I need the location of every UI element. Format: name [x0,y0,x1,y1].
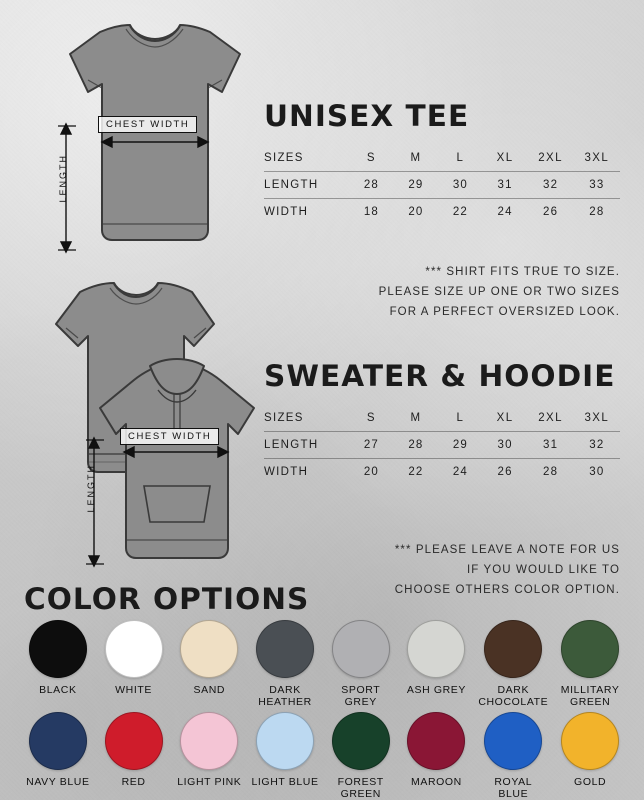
sweater-hoodie-table [264,405,620,485]
swatch-gold[interactable] [556,712,624,800]
swatch-millitary-green[interactable] [556,620,624,708]
row-label: WIDTH [264,206,309,218]
table-header-row [264,145,620,172]
color-options-title: COLOR OPTIONS [24,582,310,616]
column-header: M [410,152,422,164]
unisex-tee-title: UNISEX TEE [264,99,470,133]
column-header: S [366,412,376,424]
table-header-row [264,405,620,432]
cell: 32 [589,439,605,451]
swatch-label: ROYAL BLUE [494,776,533,800]
swatch-forest-green[interactable] [327,712,395,800]
color-request-note [300,540,620,600]
cell: 27 [363,439,380,451]
sweater-hoodie-title: SWEATER & HOODIE [264,359,616,393]
cell: 30 [452,179,469,191]
row-label: LENGTH [264,439,319,451]
hoodie-svg [78,352,268,582]
swatch-label: DARK HEATHER [258,684,312,709]
tee-chest-width-label: CHEST WIDTH [98,116,197,133]
cell: 20 [363,466,380,478]
swatch-navy-blue[interactable] [24,712,92,800]
swatch-label: SAND [193,684,226,696]
tee-note-line-2: PLEASE SIZE UP ONE OR TWO SIZES [378,286,620,299]
swatch-chip[interactable] [256,620,314,678]
column-header: SIZES [264,412,304,424]
unisex-tee-section [264,99,620,225]
table-row [264,172,620,199]
swatch-chip[interactable] [29,712,87,770]
column-header: SIZES [264,152,304,164]
swatch-label: ASH GREY [406,684,466,696]
swatch-chip[interactable] [484,620,542,678]
swatch-label: DARK CHOCOLATE [478,684,549,709]
row-label: WIDTH [264,466,309,478]
color-note-line-1: *** PLEASE LEAVE A NOTE FOR US [394,544,620,556]
swatch-white[interactable] [100,620,168,708]
swatch-chip[interactable] [407,620,465,678]
swatch-label: MILLITARY GREEN [560,684,620,709]
swatch-chip[interactable] [256,712,314,770]
cell: 24 [452,466,469,478]
color-note-line-3: CHOOSE OTHERS COLOR OPTION. [394,584,620,597]
tee-note-line-1: *** SHIRT FITS TRUE TO SIZE. [425,266,620,278]
table-row [264,432,620,459]
color-swatch-grid [24,620,624,800]
cell: 31 [543,439,559,451]
swatch-label: LIGHT PINK [177,776,242,789]
cell: 30 [589,466,605,478]
swatch-label: MAROON [411,776,462,789]
table-row [264,199,620,226]
cell: 30 [497,439,513,451]
swatch-chip[interactable] [105,712,163,770]
swatch-chip[interactable] [180,712,238,770]
tee-note-line-3: FOR A PERFECT OVERSIZED LOOK. [389,306,620,319]
cell: 29 [452,439,469,451]
column-header: S [366,152,376,164]
tee-fit-note [300,262,620,322]
cell: 31 [497,179,513,191]
swatch-chip[interactable] [332,620,390,678]
swatch-sand[interactable] [175,620,243,708]
tee-illustration [22,18,252,258]
cell: 22 [452,206,469,218]
column-header: XL [496,412,514,424]
cell: 18 [363,206,380,218]
swatch-label: WHITE [115,684,152,696]
cell: 28 [589,206,605,218]
cell: 29 [408,179,424,191]
swatch-label: BLACK [39,684,77,696]
cell: 24 [497,206,513,218]
hoodie-chest-width-label: CHEST WIDTH [120,428,219,445]
swatch-label: FOREST GREEN [337,776,384,800]
swatch-black[interactable] [24,620,92,708]
swatch-maroon[interactable] [403,712,471,800]
column-header: L [456,412,465,424]
column-header: XL [496,152,514,164]
color-note-line-2: IF YOU WOULD LIKE TO [466,564,620,577]
swatch-red[interactable] [100,712,168,800]
cell: 22 [408,466,424,478]
cell: 32 [543,179,559,191]
column-header: 2XL [538,152,563,164]
swatch-light-blue[interactable] [251,712,319,800]
swatch-chip[interactable] [29,620,87,678]
sweater-hoodie-section [264,359,620,485]
swatch-chip[interactable] [561,712,619,770]
cell: 26 [497,466,513,478]
cell: 28 [408,439,424,451]
swatch-dark-heather[interactable] [251,620,319,708]
swatch-royal-blue[interactable] [478,712,548,800]
column-header: 2XL [538,412,563,424]
cell: 33 [589,179,605,191]
table-row [264,459,620,486]
unisex-tee-table [264,145,620,225]
swatch-label: LIGHT BLUE [251,776,319,789]
tee-length-label: LENGTH [58,154,68,203]
swatch-label: NAVY BLUE [26,776,90,789]
column-header: 3XL [584,152,610,164]
swatch-label: GOLD [574,776,607,789]
swatch-dark-chocolate[interactable] [478,620,548,708]
row-label: LENGTH [264,179,319,191]
swatch-sport-grey[interactable] [327,620,395,708]
swatch-chip[interactable] [332,712,390,770]
cell: 26 [543,206,559,218]
swatch-chip[interactable] [561,620,619,678]
swatch-light-pink[interactable] [175,712,243,800]
swatch-chip[interactable] [484,712,542,770]
swatch-ash-grey[interactable] [403,620,471,708]
cell: 20 [408,206,424,218]
hoodie-length-label: LENGTH [86,464,96,513]
cell: 28 [543,466,559,478]
column-header: M [410,412,422,424]
swatch-chip[interactable] [407,712,465,770]
column-header: L [456,152,465,164]
swatch-label: RED [121,776,146,789]
hoodie-illustration [78,352,268,582]
column-header: 3XL [584,412,610,424]
swatch-chip[interactable] [105,620,163,678]
cell: 28 [363,179,380,191]
tee-svg [22,18,252,258]
swatch-label: SPORT GREY [341,684,381,709]
swatch-chip[interactable] [180,620,238,678]
